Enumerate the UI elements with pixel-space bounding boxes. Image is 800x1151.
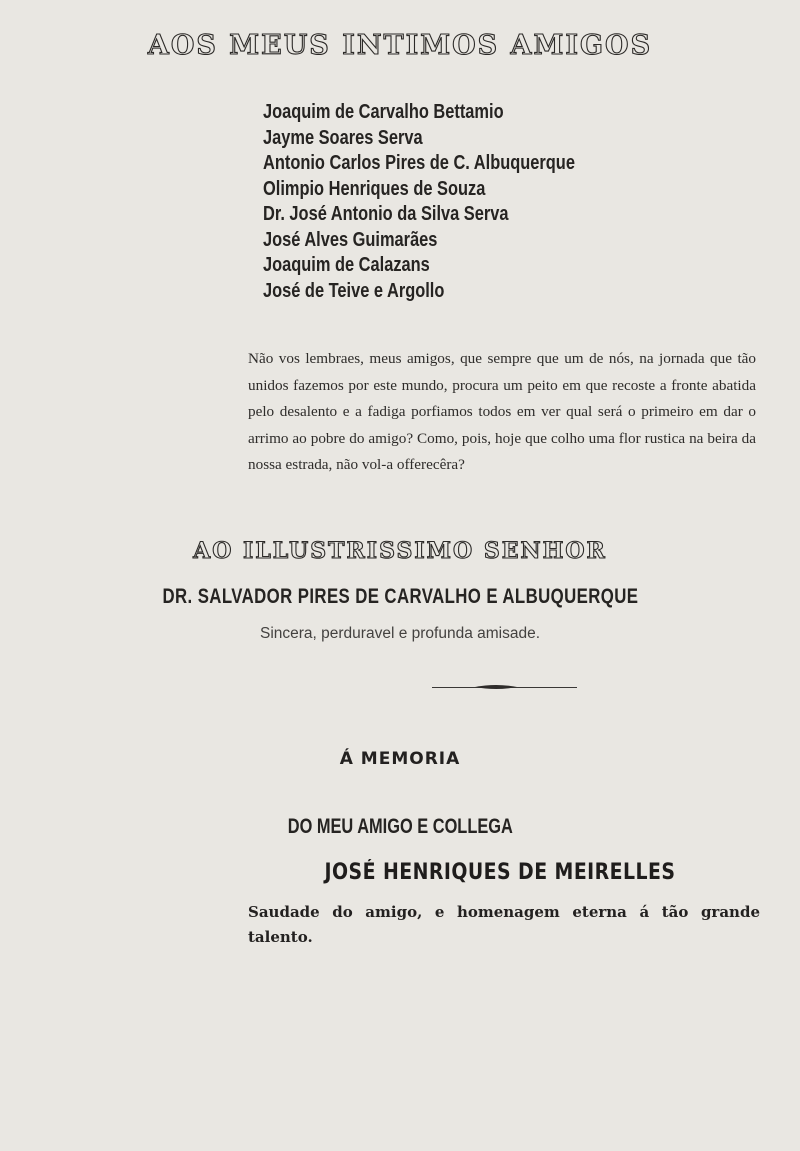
honor-heading: AO ILLUSTRISSIMO SENHOR [193,538,607,564]
honoree-name: DR. SALVADOR PIRES DE CARVALHO E ALBUQUERQUE [162,585,638,608]
honor-subtitle: Sincera, perduravel e profunda amisade. [259,625,541,642]
friend-name: José de Teive e Argollo [263,279,445,302]
memorial-subheading-block [0,815,800,839]
memorial-name-block [240,860,760,885]
friend-name: Joaquim de Carvalho Bettamio [263,101,504,123]
memorial-heading: Á MEMORIA [339,749,461,769]
dedication-heading: AOS MEUS INTIMOS AMIGOS [147,30,653,61]
friend-name: Olimpio Henriques de Souza [263,177,486,200]
friend-name: José Alves Guimarães [263,228,438,251]
dedication-paragraph: Não vos lembraes, meus amigos, que sempre que um de nós, na jornada que tão unidos fazemos por este mundo, procura um peito em que recoste a fronte abatida pelo desalento e a fadiga porfiamos todos em ver qual será o primeiro em dar o arrimo ao pobre do amigo? Como, pois, hoje que colho uma flor rustica na beira da nossa estrada, não vol-a offerecêra? [248,350,756,473]
friend-name: Jayme Soares Serva [263,126,423,149]
friend-name: Joaquim de Calazans [263,254,430,276]
friend-name: Antonio Carlos Pires de C. Albuquerque [263,152,575,174]
honoree-block [0,585,800,609]
divider-ornament-icon [475,684,517,690]
memorial-text: Saudade do amigo, e homenagem eterna á tão grande talento. [248,903,760,946]
memorial-name: JOSÉ HENRIQUES DE MEIRELLES [324,860,676,885]
memorial-subheading: DO MEU AMIGO E COLLEGA [287,815,513,838]
friends-list [263,100,643,304]
friend-name: Dr. José Antonio da Silva Serva [263,203,509,225]
